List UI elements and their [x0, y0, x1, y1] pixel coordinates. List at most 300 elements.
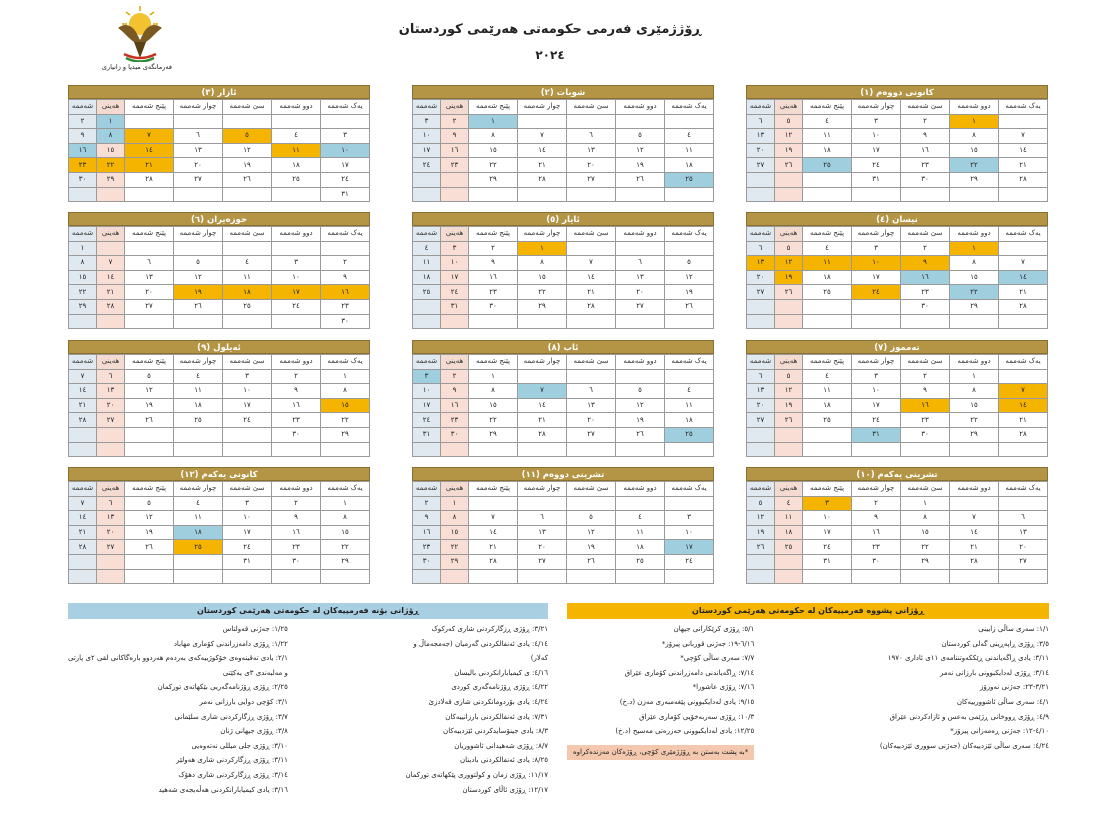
- day-cell: ٩: [272, 384, 321, 399]
- day-cell: ٢٧: [747, 413, 775, 428]
- day-cell: ١١: [665, 143, 714, 158]
- day-cell: [97, 187, 125, 202]
- occasion-item: ١/٢٢: ڕۆژی دامەزراندنی کۆماری مهاباد: [173, 639, 288, 648]
- day-cell: [747, 314, 775, 329]
- day-cell: ٩: [321, 270, 370, 285]
- day-cell: ٢٦: [125, 413, 174, 428]
- day-cell: [125, 114, 174, 129]
- month-table: [68, 99, 370, 202]
- day-cell: ٦: [97, 369, 125, 384]
- day-cell: ٢٣: [901, 413, 950, 428]
- holiday-item: ٧/٧: سەری ساڵی کۆچی*: [680, 654, 755, 663]
- day-cell: ١٥: [69, 270, 97, 285]
- day-cell: ١٧: [223, 398, 272, 413]
- day-cell: [567, 314, 616, 329]
- day-cell: ٨: [901, 511, 950, 526]
- day-cell: ٢٣: [901, 158, 950, 173]
- occasion-item: ٨/٧: ڕۆژی شەهیدانی ئاشووریان: [454, 741, 548, 750]
- month-3: [68, 85, 370, 202]
- day-cell: ٥: [616, 129, 665, 144]
- day-cell: [69, 442, 97, 457]
- occasion-item: کەلار): [530, 654, 548, 663]
- day-cell: ٢٨: [125, 172, 174, 187]
- day-cell: [69, 314, 97, 329]
- day-cell: ٢٣: [69, 158, 97, 173]
- day-cell: [950, 442, 999, 457]
- weekday-header: دوو شەممە: [616, 227, 665, 242]
- day-cell: [69, 427, 97, 442]
- day-cell: ٢٢: [321, 540, 370, 555]
- day-cell: ٩: [901, 384, 950, 399]
- occasion-item: ٨/٢٥: یادی ئەنفالکردنی بادینان: [460, 756, 548, 765]
- month-6: [68, 212, 370, 329]
- day-cell: [321, 569, 370, 584]
- day-cell: [747, 427, 775, 442]
- day-cell: ٢٤: [223, 413, 272, 428]
- day-cell: [747, 299, 775, 314]
- day-cell: ١٢: [125, 511, 174, 526]
- weekday-header: شەممە: [413, 100, 441, 115]
- weekday-header: شەممە: [69, 227, 97, 242]
- weekday-header: پێنج شەممە: [803, 227, 852, 242]
- day-cell: [174, 241, 223, 256]
- day-cell: [616, 114, 665, 129]
- weekday-header: سێ شەممە: [223, 482, 272, 497]
- day-cell: [665, 114, 714, 129]
- day-cell: [441, 442, 469, 457]
- day-cell: ٢٥: [803, 413, 852, 428]
- day-cell: ٦: [616, 256, 665, 271]
- official-holidays-section: [567, 603, 1049, 760]
- day-cell: ٢١: [125, 158, 174, 173]
- weekday-header: یەک شەممە: [999, 355, 1048, 370]
- day-cell: ٢٦: [174, 299, 223, 314]
- day-cell: [223, 427, 272, 442]
- day-cell: ١٠: [272, 270, 321, 285]
- day-cell: ٣٠: [413, 554, 441, 569]
- day-cell: ١١: [174, 511, 223, 526]
- day-cell: ٢٢: [321, 413, 370, 428]
- day-cell: [469, 314, 518, 329]
- weekday-header: شەممە: [69, 355, 97, 370]
- day-cell: ١: [901, 496, 950, 511]
- weekday-header: دوو شەممە: [950, 482, 999, 497]
- holiday-item: ٣/٢١-٢٣: جەژنی نەورۆز: [980, 683, 1049, 692]
- day-cell: ٢١: [97, 285, 125, 300]
- page-year: ٢٠٢٤: [535, 48, 565, 62]
- day-cell: ١٣: [97, 511, 125, 526]
- day-cell: [747, 187, 775, 202]
- day-cell: [775, 299, 803, 314]
- day-cell: ٦: [97, 496, 125, 511]
- day-cell: ٢: [901, 241, 950, 256]
- day-cell: ٣٠: [321, 314, 370, 329]
- day-cell: ٢٣: [413, 540, 441, 555]
- day-cell: ٢: [272, 496, 321, 511]
- weekday-header: چوار شەممە: [174, 227, 223, 242]
- day-cell: ٢١: [518, 158, 567, 173]
- day-cell: ١١: [803, 129, 852, 144]
- day-cell: ٢٦: [567, 554, 616, 569]
- day-cell: ٢٣: [441, 158, 469, 173]
- day-cell: ١٤: [999, 270, 1048, 285]
- day-cell: ٤: [665, 384, 714, 399]
- day-cell: [616, 314, 665, 329]
- day-cell: ١٦: [441, 398, 469, 413]
- day-cell: ١٠: [852, 256, 901, 271]
- day-cell: ٢٦: [223, 172, 272, 187]
- day-cell: ٨: [950, 129, 999, 144]
- day-cell: ١٥: [950, 398, 999, 413]
- day-cell: [999, 187, 1048, 202]
- day-cell: ١١: [775, 511, 803, 526]
- day-cell: ١: [950, 241, 999, 256]
- day-cell: [97, 314, 125, 329]
- weekday-header: چوار شەممە: [852, 482, 901, 497]
- day-cell: ٣٠: [441, 427, 469, 442]
- day-cell: ١٢: [174, 270, 223, 285]
- day-cell: [97, 241, 125, 256]
- day-cell: ٢٠: [97, 398, 125, 413]
- day-cell: ٣: [223, 369, 272, 384]
- day-cell: ٩: [852, 511, 901, 526]
- weekday-header: یەک شەممە: [999, 227, 1048, 242]
- day-cell: ١٩: [567, 540, 616, 555]
- day-cell: ٥: [775, 369, 803, 384]
- day-cell: [223, 569, 272, 584]
- day-cell: [272, 187, 321, 202]
- day-cell: ١٠: [665, 525, 714, 540]
- weekday-header: پێنج شەممە: [469, 355, 518, 370]
- weekday-header: دوو شەممە: [950, 355, 999, 370]
- day-cell: ٢٨: [69, 413, 97, 428]
- weekday-header: دوو شەممە: [616, 100, 665, 115]
- day-cell: ٢٢: [518, 285, 567, 300]
- day-cell: [125, 554, 174, 569]
- weekday-header: هەینی: [97, 355, 125, 370]
- day-cell: ٧: [999, 256, 1048, 271]
- month-title: کانونی یەکەم (١٢): [68, 467, 370, 481]
- day-cell: [901, 314, 950, 329]
- day-cell: ١٣: [174, 143, 223, 158]
- day-cell: ٢٤: [321, 172, 370, 187]
- day-cell: [223, 314, 272, 329]
- day-cell: ٢٧: [567, 172, 616, 187]
- day-cell: ١٠: [441, 256, 469, 271]
- day-cell: [69, 569, 97, 584]
- holiday-item: ٣/١١: یادی ڕاگەیاندنی ڕێککەوتننامەی ١١ی ئاداری ١٩٧٠: [887, 654, 1049, 663]
- day-cell: ١٦: [441, 143, 469, 158]
- day-cell: ٢٣: [272, 540, 321, 555]
- day-cell: ٢٣: [441, 413, 469, 428]
- day-cell: ٢: [413, 496, 441, 511]
- day-cell: ١٢: [775, 256, 803, 271]
- occasion-item: ٤/٢٢: ڕۆژی ڕۆژنامەگەری کوردی: [451, 683, 548, 692]
- occasion-item: ٣/١: کۆچی دوایی بارزانی نەمر: [199, 697, 288, 706]
- day-cell: ٣: [441, 241, 469, 256]
- day-cell: [775, 427, 803, 442]
- month-7: [746, 340, 1048, 457]
- day-cell: ٢٤: [413, 413, 441, 428]
- day-cell: [125, 314, 174, 329]
- day-cell: ١٨: [803, 398, 852, 413]
- day-cell: ٢٩: [321, 427, 370, 442]
- day-cell: [518, 114, 567, 129]
- weekday-header: هەینی: [775, 227, 803, 242]
- day-cell: [852, 314, 901, 329]
- day-cell: ٢: [901, 114, 950, 129]
- day-cell: ١٨: [174, 398, 223, 413]
- day-cell: [272, 442, 321, 457]
- day-cell: ٥: [775, 241, 803, 256]
- day-cell: ٢٣: [469, 285, 518, 300]
- day-cell: ٢٤: [223, 540, 272, 555]
- day-cell: [901, 569, 950, 584]
- day-cell: ٣١: [413, 427, 441, 442]
- day-cell: ١٦: [69, 143, 97, 158]
- day-cell: ٦: [174, 129, 223, 144]
- day-cell: [950, 314, 999, 329]
- day-cell: [665, 241, 714, 256]
- weekday-header: دوو شەممە: [272, 482, 321, 497]
- day-cell: ٢٦: [775, 413, 803, 428]
- day-cell: ٦: [747, 114, 775, 129]
- day-cell: ٢٠: [174, 158, 223, 173]
- day-cell: ٥: [616, 384, 665, 399]
- weekday-header: چوار شەممە: [518, 355, 567, 370]
- month-table: [412, 99, 714, 202]
- day-cell: ٢١: [999, 413, 1048, 428]
- day-cell: [441, 314, 469, 329]
- day-cell: ٢٣: [272, 413, 321, 428]
- day-cell: [616, 187, 665, 202]
- day-cell: ٢٩: [950, 172, 999, 187]
- day-cell: ١٨: [803, 143, 852, 158]
- day-cell: ١١: [272, 143, 321, 158]
- day-cell: ١٥: [441, 525, 469, 540]
- day-cell: ٩: [441, 129, 469, 144]
- day-cell: ٤: [803, 369, 852, 384]
- day-cell: ١٧: [852, 143, 901, 158]
- weekday-header: چوار شەممە: [518, 482, 567, 497]
- day-cell: ٢٧: [97, 540, 125, 555]
- day-cell: [803, 427, 852, 442]
- day-cell: [272, 241, 321, 256]
- day-cell: ٣: [803, 496, 852, 511]
- day-cell: ١: [469, 369, 518, 384]
- day-cell: ٧: [950, 511, 999, 526]
- day-cell: ١١: [803, 256, 852, 271]
- day-cell: ١٦: [901, 143, 950, 158]
- occasion-item: ٨/٣: یادی جینۆسایدکردنی ئێزدییەکان: [443, 727, 548, 736]
- day-cell: [950, 496, 999, 511]
- day-cell: [518, 314, 567, 329]
- occasion-item: ٤/١٤: یادی ئەنفالکردنی گەرمیان (جەمجەماڵ و: [413, 639, 548, 648]
- day-cell: ١٣: [567, 143, 616, 158]
- month-table: [746, 226, 1048, 329]
- weekday-header: سێ شەممە: [901, 482, 950, 497]
- day-cell: ٢٠: [999, 540, 1048, 555]
- day-cell: ١٢: [665, 270, 714, 285]
- day-cell: [999, 496, 1048, 511]
- weekday-header: دوو شەممە: [272, 355, 321, 370]
- day-cell: ١٦: [901, 398, 950, 413]
- day-cell: ٢١: [999, 158, 1048, 173]
- day-cell: ١: [69, 241, 97, 256]
- day-cell: ٢: [852, 496, 901, 511]
- day-cell: [125, 187, 174, 202]
- day-cell: ١٤: [999, 398, 1048, 413]
- day-cell: ٧: [469, 511, 518, 526]
- day-cell: [469, 496, 518, 511]
- day-cell: ١٣: [747, 384, 775, 399]
- month-table: [746, 354, 1048, 457]
- occasion-item: ٣/٢١: ڕۆژی ڕزگارکردنی شاری کەرکوک: [431, 625, 548, 633]
- weekday-header: پێنج شەممە: [469, 227, 518, 242]
- day-cell: ١١: [223, 270, 272, 285]
- day-cell: [775, 314, 803, 329]
- day-cell: ٤: [775, 496, 803, 511]
- day-cell: ٨: [441, 511, 469, 526]
- day-cell: ٥: [775, 114, 803, 129]
- holiday-item: ١٠/٣: ڕۆژی سەربەخۆیی کۆماری عێراق: [639, 712, 755, 721]
- day-cell: ٢٠: [567, 158, 616, 173]
- day-cell: [272, 114, 321, 129]
- day-cell: ٢٥: [665, 427, 714, 442]
- day-cell: ١٢: [775, 384, 803, 399]
- day-cell: ١٥: [950, 143, 999, 158]
- day-cell: ٩: [69, 129, 97, 144]
- day-cell: ٣٠: [901, 299, 950, 314]
- occasion-item: ١١/١٧: ڕۆژی زمان و کولتووری پێکهاتەی تورکمان: [405, 770, 548, 779]
- occasion-item: ٣/١٤: ڕۆژی ڕزگارکردنی شاری دهۆک: [178, 770, 288, 779]
- month-1: [746, 85, 1048, 202]
- occasion-item: ٢/٢٥: ڕۆژی ڕۆژنامەگەریی بێکهاتەی تورکمان: [157, 683, 288, 692]
- day-cell: ١٠: [223, 384, 272, 399]
- occasions-column-left: [68, 622, 288, 797]
- month-8: [412, 340, 714, 457]
- day-cell: ٢٧: [616, 299, 665, 314]
- day-cell: ١٩: [747, 525, 775, 540]
- weekday-header: هەینی: [775, 355, 803, 370]
- weekday-header: چوار شەممە: [174, 482, 223, 497]
- day-cell: ٢٧: [174, 172, 223, 187]
- weekday-header: سێ شەممە: [567, 227, 616, 242]
- day-cell: ١٤: [567, 270, 616, 285]
- day-cell: ٢: [441, 114, 469, 129]
- day-cell: ١: [950, 369, 999, 384]
- day-cell: ٢٨: [469, 554, 518, 569]
- day-cell: ١٩: [174, 285, 223, 300]
- month-title: شوبات (٢): [412, 85, 714, 99]
- day-cell: ٢٥: [174, 540, 223, 555]
- day-cell: ٨: [518, 256, 567, 271]
- month-12: [68, 467, 370, 584]
- day-cell: ١٣: [616, 270, 665, 285]
- day-cell: ١٩: [775, 398, 803, 413]
- day-cell: ٧: [125, 129, 174, 144]
- day-cell: [518, 496, 567, 511]
- day-cell: ٢٩: [901, 554, 950, 569]
- day-cell: ١٩: [125, 398, 174, 413]
- weekday-header: هەینی: [441, 482, 469, 497]
- day-cell: ١٥: [469, 143, 518, 158]
- day-cell: ١٨: [272, 158, 321, 173]
- day-cell: ٢٢: [950, 158, 999, 173]
- day-cell: [174, 314, 223, 329]
- day-cell: ١٧: [413, 398, 441, 413]
- day-cell: ٣١: [441, 299, 469, 314]
- day-cell: [803, 187, 852, 202]
- holiday-item: ٤/١٠-١٢: جەژنی ڕەمەزانی پیرۆز*: [950, 727, 1049, 736]
- day-cell: ٦: [747, 369, 775, 384]
- day-cell: ٢٥: [775, 540, 803, 555]
- day-cell: [567, 496, 616, 511]
- occasions-column-right: [405, 622, 548, 797]
- month-title: کانونی دووەم (١): [746, 85, 1048, 99]
- day-cell: ٢٩: [321, 554, 370, 569]
- weekday-header: سێ شەممە: [567, 482, 616, 497]
- day-cell: ٢٣: [901, 285, 950, 300]
- day-cell: ١٠: [852, 384, 901, 399]
- day-cell: ٢٨: [950, 554, 999, 569]
- occasion-item: ٣/١١: ڕۆژی ڕزگارکردنی شاری هەولێر: [176, 756, 288, 765]
- weekday-header: دوو شەممە: [616, 482, 665, 497]
- day-cell: [665, 496, 714, 511]
- day-cell: ١٤: [469, 525, 518, 540]
- day-cell: ٢٠: [747, 398, 775, 413]
- day-cell: ٣١: [852, 172, 901, 187]
- day-cell: ٢٢: [469, 413, 518, 428]
- day-cell: ٣: [413, 114, 441, 129]
- day-cell: ٥: [567, 511, 616, 526]
- day-cell: [775, 442, 803, 457]
- day-cell: [469, 187, 518, 202]
- day-cell: ٢٧: [747, 285, 775, 300]
- weekday-header: شەممە: [413, 227, 441, 242]
- day-cell: [747, 172, 775, 187]
- day-cell: ١٤: [999, 143, 1048, 158]
- day-cell: ٢٤: [803, 540, 852, 555]
- occasion-item: ٧/٣١: یادی ئەنفالکردنی بارزانییەکان: [445, 712, 548, 721]
- day-cell: ٢٩: [518, 299, 567, 314]
- month-title: تشرینی یەکەم (١٠): [746, 467, 1048, 481]
- weekday-header: شەممە: [747, 482, 775, 497]
- day-cell: [665, 369, 714, 384]
- weekday-header: پێنج شەممە: [803, 100, 852, 115]
- day-cell: ٩: [901, 256, 950, 271]
- day-cell: ٢: [901, 369, 950, 384]
- day-cell: [223, 241, 272, 256]
- day-cell: [852, 569, 901, 584]
- day-cell: ٢٢: [950, 413, 999, 428]
- day-cell: ١٧: [413, 143, 441, 158]
- day-cell: ١٢: [775, 129, 803, 144]
- day-cell: [775, 569, 803, 584]
- weekday-header: چوار شەممە: [518, 100, 567, 115]
- day-cell: ١٤: [950, 525, 999, 540]
- day-cell: ١٣: [125, 270, 174, 285]
- weekday-header: سێ شەممە: [901, 355, 950, 370]
- month-table: [412, 354, 714, 457]
- day-cell: ٢: [321, 256, 370, 271]
- weekday-header: دوو شەممە: [272, 227, 321, 242]
- day-cell: [174, 569, 223, 584]
- day-cell: ٢٢: [901, 540, 950, 555]
- day-cell: ٤: [803, 241, 852, 256]
- day-cell: [803, 299, 852, 314]
- month-table: [746, 99, 1048, 202]
